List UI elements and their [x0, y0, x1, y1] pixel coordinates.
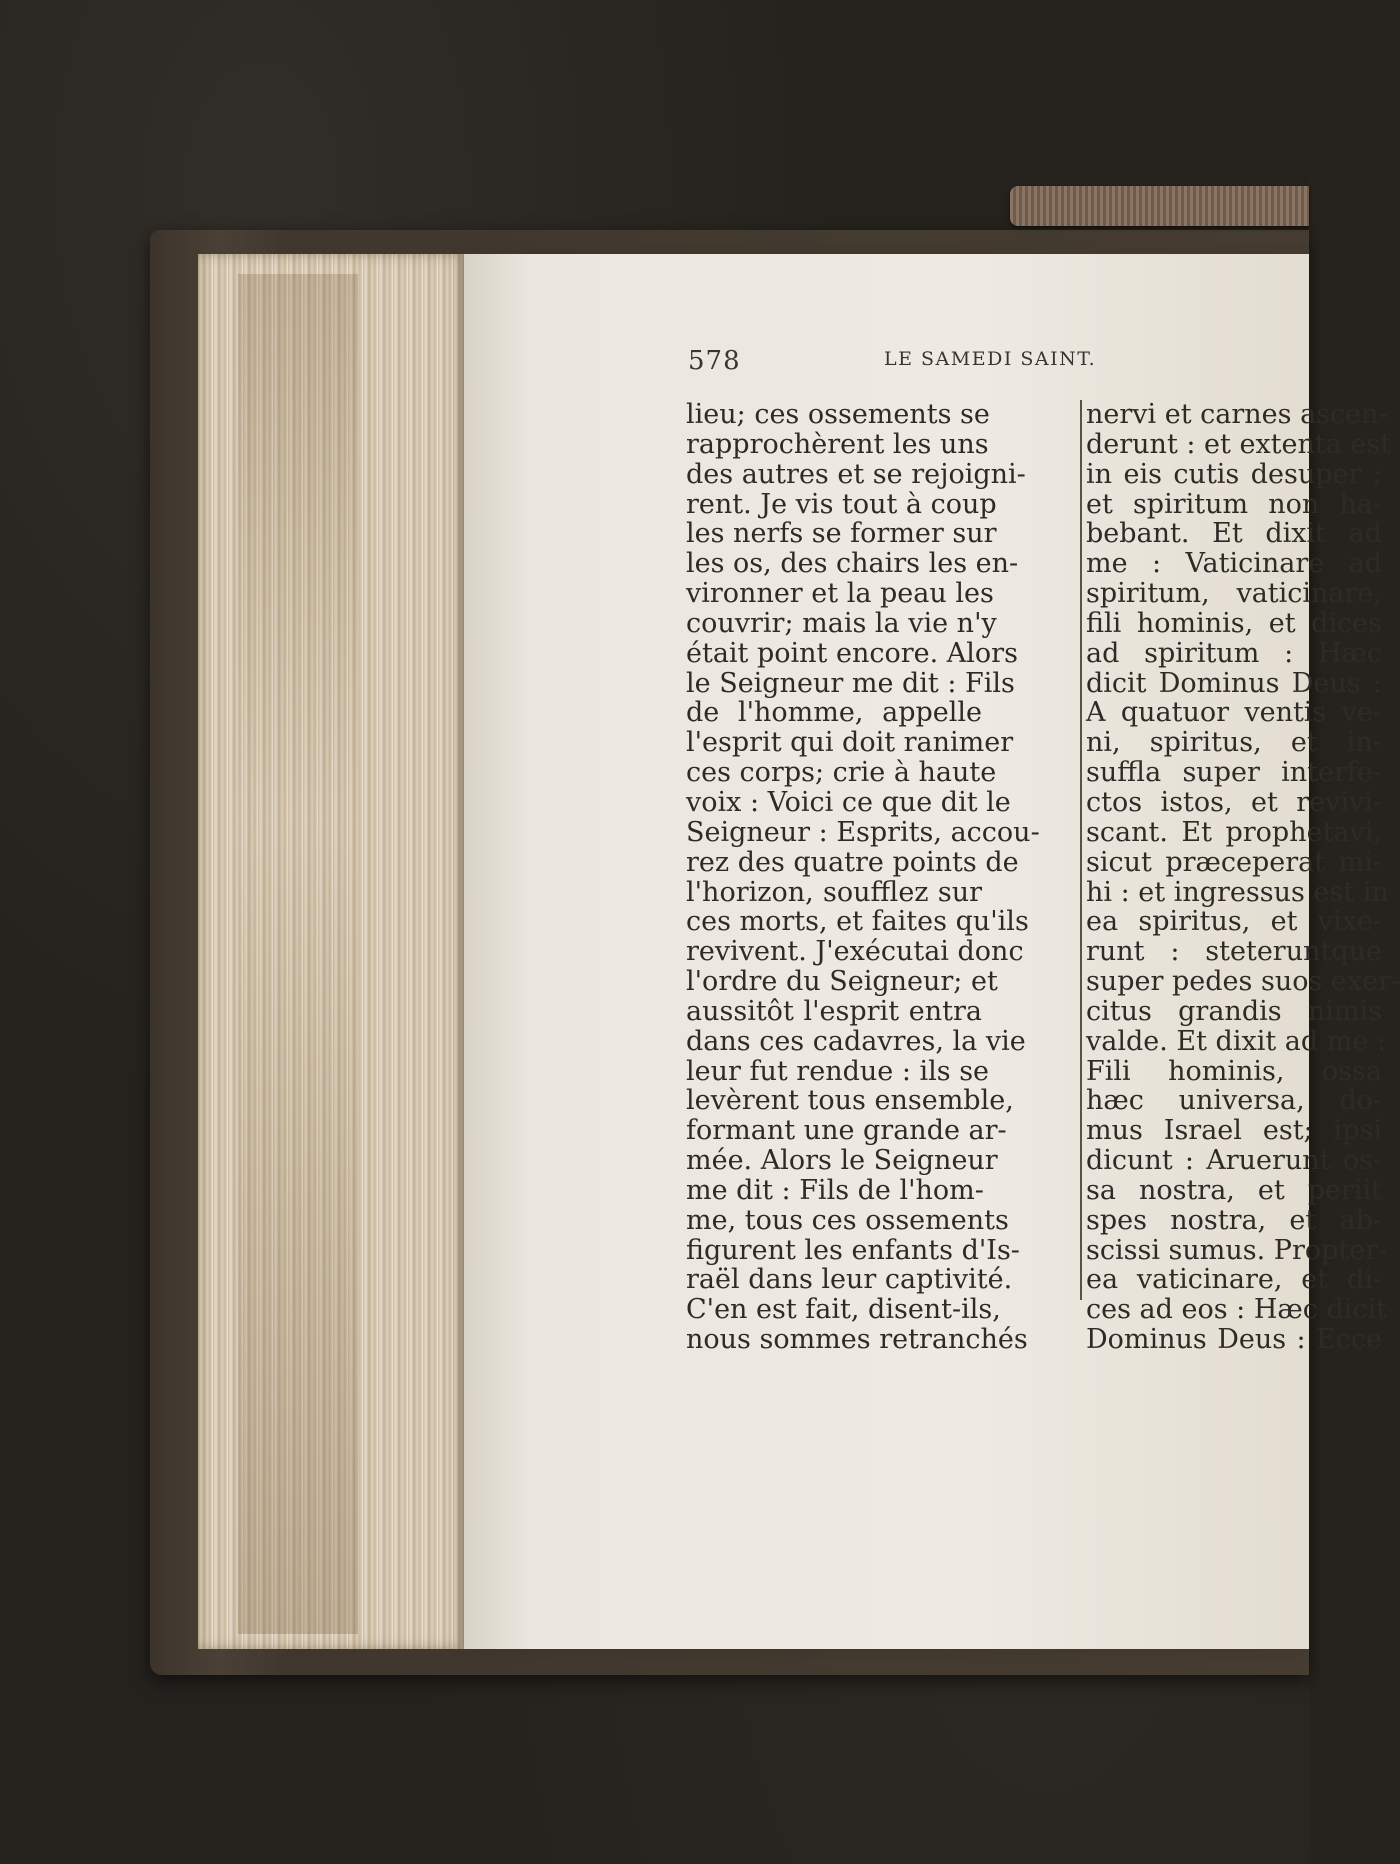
- text-line: nervi et carnes ascen-: [1086, 399, 1388, 430]
- text-line: rapprochèrent les uns: [686, 428, 989, 460]
- text-line: formant une grande ar-: [686, 1115, 1007, 1147]
- text-line: de l'homme, appelle: [686, 697, 982, 729]
- text-line: rez des quatre points de: [686, 846, 1019, 878]
- text-line: dans ces cadavres, la vie: [686, 1025, 1026, 1057]
- text-line: l'ordre du Seigneur; et: [686, 966, 998, 998]
- text-line: valde. Et dixit ad me :: [1086, 1025, 1386, 1057]
- text-line: les nerfs se former sur: [686, 518, 997, 550]
- latin-text-column: [1086, 399, 1400, 1356]
- text-line: ea spiritus, et vixe-: [1086, 906, 1382, 938]
- text-line: leur fut rendue : ils se: [686, 1055, 990, 1087]
- text-line: et spiritum non ha-: [1086, 488, 1382, 520]
- text-line: Seigneur : Esprits, accou-: [686, 816, 1040, 848]
- text-line: ces ad eos : Hæc dicit: [1086, 1294, 1388, 1326]
- text-line: fili hominis, et dices: [1086, 607, 1382, 639]
- text-line: l'horizon, soufflez sur: [686, 876, 982, 908]
- text-line: me : Vaticinare ad: [1086, 548, 1382, 580]
- printed-page: [464, 254, 1400, 1649]
- french-text-column: [686, 399, 1040, 1356]
- page-number: 578: [688, 346, 741, 376]
- text-line: me dit : Fils de l'hom-: [686, 1174, 984, 1206]
- text-line: me, tous ces ossements: [686, 1204, 1009, 1236]
- page-edge-stain: [238, 274, 358, 1634]
- text-line: mée. Alors le Seigneur: [686, 1145, 998, 1177]
- text-line: le Seigneur me dit : Fils: [686, 667, 1015, 699]
- page-edges: [198, 254, 464, 1649]
- text-line: in eis cutis desuper ;: [1086, 458, 1382, 490]
- text-line: super pedes suos exer-: [1086, 966, 1400, 998]
- text-line: ces corps; crie à haute: [686, 757, 997, 789]
- text-line: sicut præceperat mi-: [1086, 846, 1382, 878]
- text-line: les os, des chairs les en-: [686, 548, 1019, 580]
- text-line: hæc universa, do-: [1086, 1085, 1382, 1117]
- text-line: Fili hominis, ossa: [1086, 1055, 1382, 1087]
- text-line: était point encore. Alors: [686, 637, 1018, 669]
- open-book: [150, 198, 1400, 1683]
- column-divider: [1080, 400, 1082, 1300]
- text-line: aussitôt l'esprit entra: [686, 995, 982, 1027]
- text-line: dicunt : Aruerunt os-: [1086, 1145, 1382, 1177]
- text-line: l'esprit qui doit ranimer: [686, 727, 1014, 759]
- text-line: ea vaticinare, et di-: [1086, 1264, 1382, 1296]
- text-line: levèrent tous ensemble,: [686, 1085, 1014, 1117]
- running-title: LE SAMEDI SAINT.: [884, 348, 1097, 370]
- text-line: revivent. J'exécutai donc: [686, 936, 1024, 968]
- text-line: suffla super interfe-: [1086, 757, 1382, 789]
- text-line: figurent les enfants d'Is-: [686, 1234, 1020, 1266]
- text-line: hi : et ingressus est in: [1086, 876, 1389, 908]
- text-line: sa nostra, et periit: [1086, 1174, 1382, 1206]
- text-line: nous sommes retranchés: [686, 1324, 1028, 1356]
- text-line: bebant. Et dixit ad: [1086, 518, 1382, 550]
- text-line: des autres et se rejoigni-: [686, 458, 1026, 490]
- text-line: ctos istos, et revivi-: [1086, 786, 1382, 818]
- text-line: ni, spiritus, et in-: [1086, 727, 1382, 759]
- text-line: Dominus Deus : Ecce: [1086, 1324, 1382, 1356]
- running-head: [688, 346, 1248, 386]
- text-line: voix : Voici ce que dit le: [686, 786, 1011, 818]
- text-line: A quatuor ventis ve-: [1086, 697, 1382, 729]
- text-line: runt : steteruntque: [1086, 936, 1382, 968]
- text-line: couvrir; mais la vie n'y: [686, 607, 997, 639]
- text-line: scissi sumus. Propter-: [1086, 1234, 1388, 1266]
- text-line: dicit Dominus Deus :: [1086, 667, 1382, 699]
- text-line: scant. Et prophetavi,: [1086, 816, 1382, 848]
- book-clasp: [1010, 186, 1309, 226]
- text-line: spes nostra, et ab-: [1086, 1204, 1382, 1236]
- text-line: citus grandis nimis: [1086, 995, 1382, 1027]
- text-line: spiritum, vaticinare,: [1086, 578, 1382, 610]
- text-line: C'en est fait, disent-ils,: [686, 1294, 1001, 1326]
- text-line: lieu; ces ossements se: [686, 399, 990, 430]
- text-line: raël dans leur captivité.: [686, 1264, 1013, 1296]
- text-line: ad spiritum : Hæc: [1086, 637, 1382, 669]
- text-line: vironner et la peau les: [686, 578, 994, 610]
- text-line: rent. Je vis tout à coup: [686, 488, 997, 520]
- text-line: ces morts, et faites qu'ils: [686, 906, 1029, 938]
- text-line: mus Israel est; ipsi: [1086, 1115, 1382, 1147]
- text-line: derunt : et extenta est: [1086, 428, 1392, 460]
